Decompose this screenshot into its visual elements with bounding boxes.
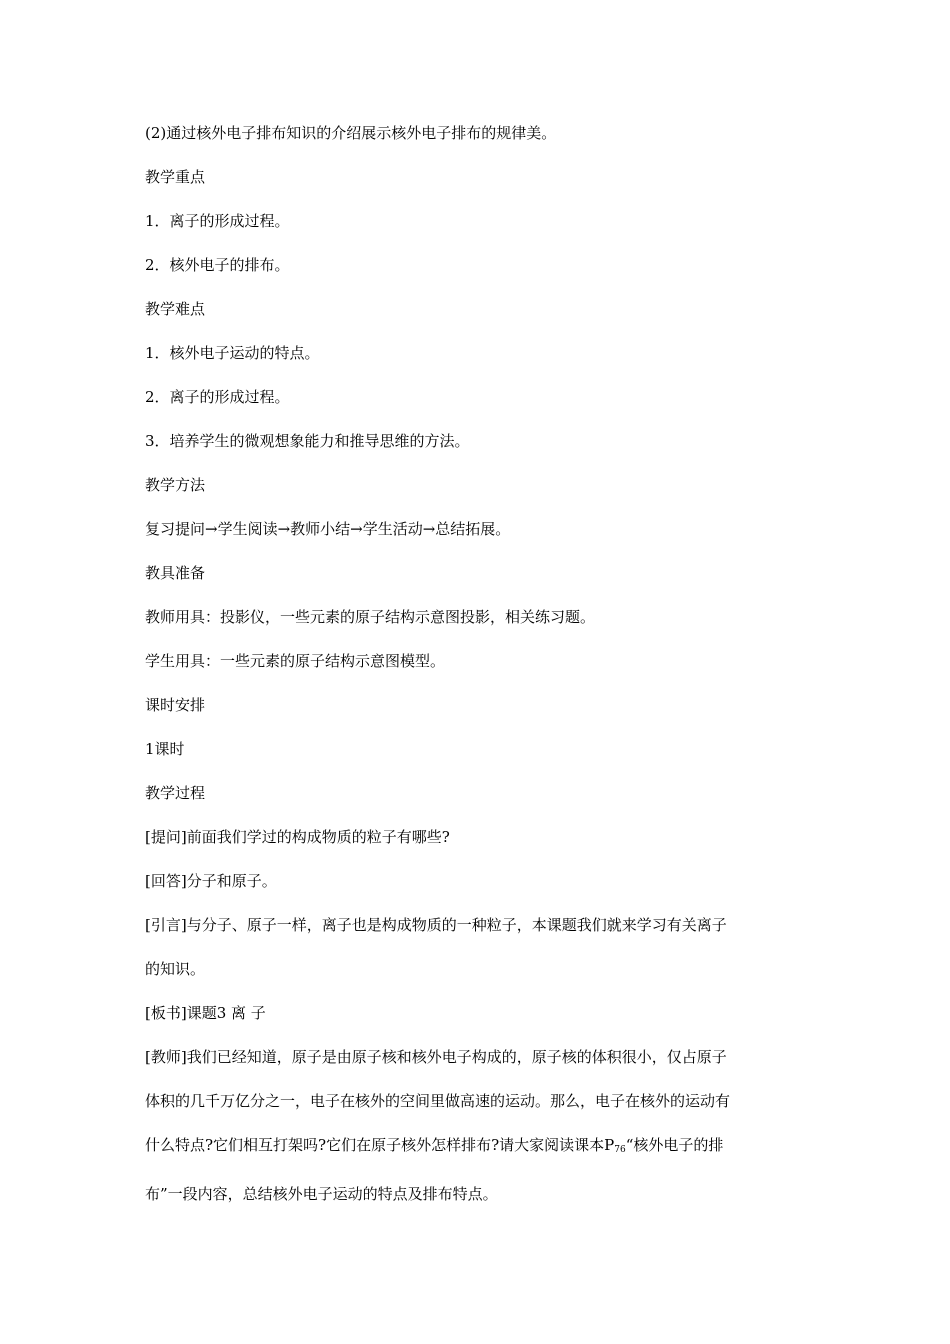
teacher-materials: 教师用具：投影仪，一些元素的原子结构示意图投影，相关练习题。: [145, 608, 596, 626]
schedule-text: 1课时: [145, 740, 185, 758]
difficulty-1: 1．核外电子运动的特点。: [145, 344, 320, 362]
teacher-line-2: 体积的几千万亿分之一，电子在核外的空间里做高速的运动。那么，电子在核外的运动有: [145, 1092, 731, 1110]
intro-line-1: [引言]与分子、原子一样，离子也是构成物质的一种粒子，本课题我们就来学习有关离子: [145, 916, 727, 934]
methods-text: 复习提问→学生阅读→教师小结→学生活动→总结拓展。: [145, 520, 511, 538]
teacher-line-4: 布”一段内容，总结核外电子运动的特点及排布特点。: [145, 1185, 498, 1203]
document-page: [145, 123, 810, 1228]
heading-difficulties: 教学难点: [145, 300, 206, 318]
difficulty-2: 2．离子的形成过程。: [145, 388, 290, 406]
page-ref-number: 76: [614, 1145, 626, 1155]
intro-line-2: 的知识。: [145, 960, 206, 978]
question-line: [提问]前面我们学过的构成物质的粒子有哪些?: [145, 828, 450, 846]
teacher-line-1: [教师]我们已经知道，原子是由原子核和核外电子构成的，原子核的体积很小，仅占原子: [145, 1048, 727, 1066]
teacher-line-3-text: 什么特点?它们相互打架吗?它们在原子核外怎样排布?请大家阅读课本: [145, 1136, 605, 1154]
heading-schedule: 课时安排: [145, 696, 206, 714]
student-materials: 学生用具：一些元素的原子结构示意图模型。: [145, 652, 446, 670]
heading-methods: 教学方法: [145, 476, 206, 494]
board-line: [板书]课题3 离 子: [145, 1004, 266, 1022]
difficulty-3: 3．培养学生的微观想象能力和推导思维的方法。: [145, 432, 470, 450]
heading-materials: 教具准备: [145, 564, 206, 582]
key-point-2: 2．核外电子的排布。: [145, 256, 290, 274]
key-point-1: 1．离子的形成过程。: [145, 212, 290, 230]
teacher-line-3-quote: “核外电子的排: [625, 1136, 724, 1154]
answer-line: [回答]分子和原子。: [145, 872, 277, 890]
page-ref: P: [604, 1136, 615, 1154]
objective-line: (2)通过核外电子排布知识的介绍展示核外电子排布的规律美。: [145, 124, 557, 142]
heading-key-points: 教学重点: [145, 168, 206, 186]
heading-process: 教学过程: [145, 784, 206, 802]
teacher-line-3: [145, 1135, 810, 1160]
